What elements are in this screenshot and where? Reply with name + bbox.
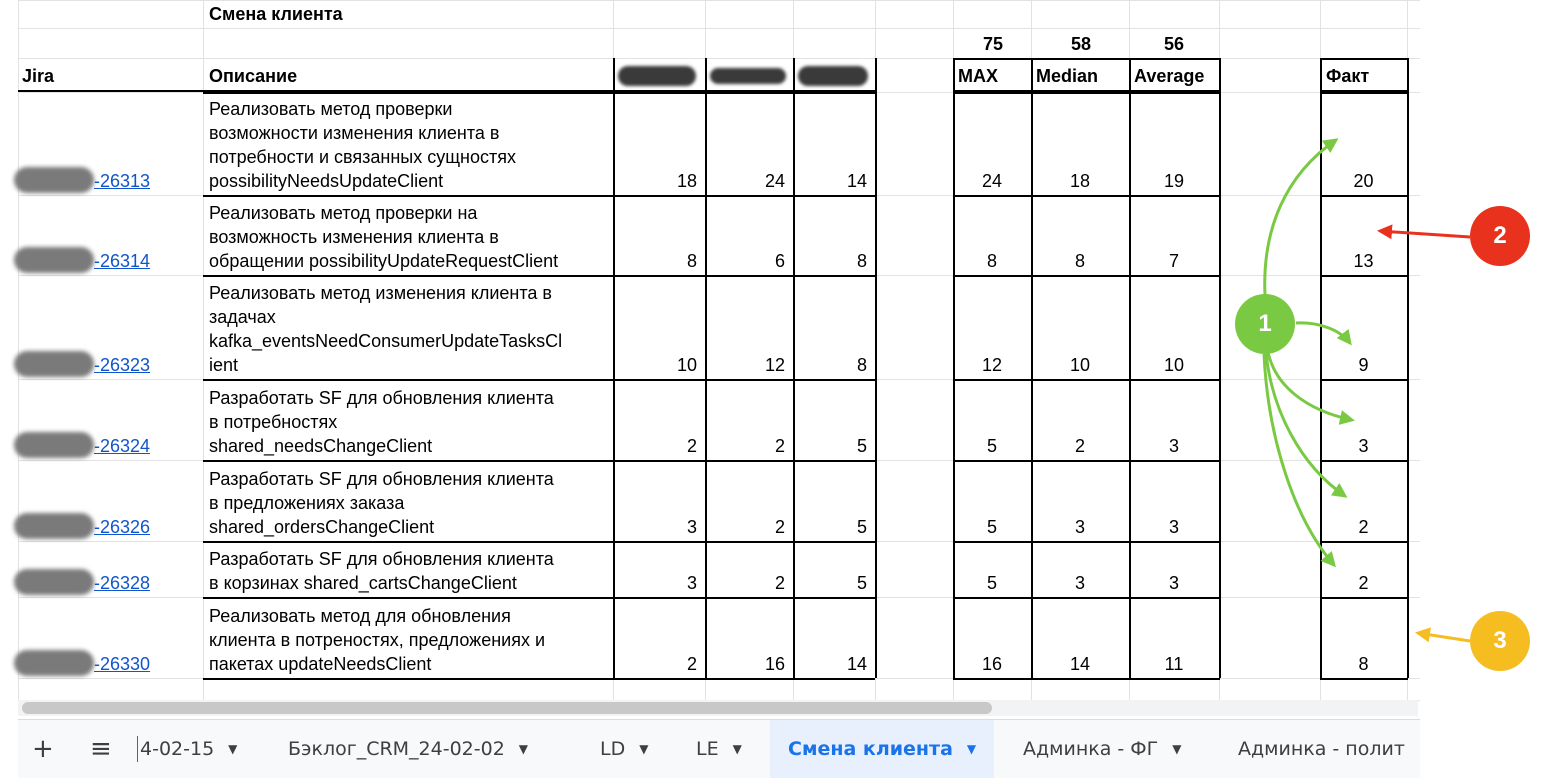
median-value[interactable]: 18 xyxy=(1069,171,1091,191)
description-line: в потребностях xyxy=(209,412,338,432)
description-line: в корзинах shared_cartsChangeClient xyxy=(209,573,517,593)
tab-smena-klienta[interactable]: Смена клиента ▼ xyxy=(770,720,994,778)
tab-le[interactable]: LE ▼ xyxy=(696,738,742,760)
jira-link[interactable]: -26326 xyxy=(94,517,151,537)
description-line: Разработать SF для обновления клиента xyxy=(209,388,554,408)
estimate-2[interactable]: 24 xyxy=(764,171,785,191)
summary-median: 58 xyxy=(1070,34,1092,54)
menu-icon: ≡ xyxy=(90,734,112,764)
chevron-down-icon: ▼ xyxy=(732,742,742,756)
plus-icon: + xyxy=(32,734,54,764)
average-value[interactable]: 3 xyxy=(1168,436,1179,456)
jira-link[interactable]: -26324 xyxy=(94,436,151,456)
median-value[interactable]: 3 xyxy=(1074,517,1085,537)
horizontal-scrollbar-thumb[interactable] xyxy=(22,702,992,714)
description-line: Реализовать метод изменения клиента в xyxy=(209,283,552,303)
description-line: Разработать SF для обновления клиента xyxy=(209,469,554,489)
tab-4-02-15[interactable]: 4-02-15 ▼ xyxy=(140,738,238,760)
median-value[interactable]: 3 xyxy=(1074,573,1085,593)
estimate-3[interactable]: 8 xyxy=(856,355,867,375)
description-line: shared_needsChangeClient xyxy=(209,436,433,456)
estimate-3[interactable]: 5 xyxy=(856,573,867,593)
estimate-1[interactable]: 3 xyxy=(686,573,697,593)
tab-adminka-polit[interactable]: Админка - полит xyxy=(1238,738,1405,760)
description-line: возможность изменения клиента в xyxy=(209,227,499,247)
estimate-3[interactable]: 5 xyxy=(856,436,867,456)
description-line: Реализовать метод для обновления xyxy=(209,606,511,626)
annotation-badge-3: 3 xyxy=(1470,611,1530,671)
estimate-1[interactable]: 3 xyxy=(686,517,697,537)
fact-value[interactable]: 8 xyxy=(1358,654,1369,674)
header-description: Описание xyxy=(209,66,298,86)
estimate-2[interactable]: 2 xyxy=(774,436,785,456)
estimate-2[interactable]: 16 xyxy=(764,654,785,674)
fact-value[interactable]: 2 xyxy=(1358,517,1369,537)
summary-max: 75 xyxy=(982,34,1004,54)
average-value[interactable]: 3 xyxy=(1168,573,1179,593)
header-median: Median xyxy=(1036,66,1099,86)
max-value[interactable]: 5 xyxy=(986,517,997,537)
max-value[interactable]: 5 xyxy=(986,573,997,593)
jira-link[interactable]: -26313 xyxy=(94,171,151,191)
tab-backlog-crm[interactable]: Бэклог_CRM_24-02-02 ▼ xyxy=(288,738,529,760)
summary-average: 56 xyxy=(1163,34,1185,54)
estimate-2[interactable]: 2 xyxy=(774,573,785,593)
description-line: потребности и связанных сущностях xyxy=(209,147,516,167)
description-line: Реализовать метод проверки xyxy=(209,99,453,119)
add-sheet-button[interactable] xyxy=(32,720,54,778)
jira-link[interactable]: -26330 xyxy=(94,654,151,674)
median-value[interactable]: 8 xyxy=(1074,251,1085,271)
description-line: задачах xyxy=(209,307,276,327)
fact-value[interactable]: 9 xyxy=(1358,355,1369,375)
chevron-down-icon: ▼ xyxy=(518,742,529,756)
description-line: ient xyxy=(209,355,239,375)
annotation-badge-2: 2 xyxy=(1470,206,1530,266)
tab-ld[interactable]: LD ▼ xyxy=(600,738,649,760)
estimate-3[interactable]: 14 xyxy=(846,654,867,674)
tab-adminka-fg[interactable]: Админка - ФГ ▼ xyxy=(1023,738,1182,760)
header-max: MAX xyxy=(958,66,998,86)
estimate-2[interactable]: 2 xyxy=(774,517,785,537)
all-sheets-button[interactable] xyxy=(90,720,112,778)
median-value[interactable]: 2 xyxy=(1074,436,1085,456)
average-value[interactable]: 11 xyxy=(1164,654,1184,674)
estimate-1[interactable]: 2 xyxy=(686,654,697,674)
fact-value[interactable]: 13 xyxy=(1353,251,1374,271)
estimate-2[interactable]: 12 xyxy=(764,355,785,375)
estimate-1[interactable]: 8 xyxy=(686,251,697,271)
median-value[interactable]: 14 xyxy=(1069,654,1091,674)
max-value[interactable]: 5 xyxy=(986,436,997,456)
max-value[interactable]: 8 xyxy=(986,251,997,271)
max-value[interactable]: 24 xyxy=(981,171,1003,191)
tab-divider xyxy=(137,736,138,762)
description-line: клиента в потреностях, предложениях и xyxy=(209,630,546,650)
header-fact: Факт xyxy=(1326,66,1370,86)
description-line: possibilityNeedsUpdateClient xyxy=(209,171,444,191)
jira-link[interactable]: -26314 xyxy=(94,251,151,271)
estimate-1[interactable]: 2 xyxy=(686,436,697,456)
description-line: shared_ordersChangeClient xyxy=(209,517,435,537)
description-line: обращении possibilityUpdateRequestClient xyxy=(209,251,559,271)
estimate-1[interactable]: 10 xyxy=(676,355,697,375)
annotation-badge-1: 1 xyxy=(1235,294,1295,354)
estimate-2[interactable]: 6 xyxy=(774,251,785,271)
jira-link[interactable]: -26328 xyxy=(94,573,151,593)
description-line: возможности изменения клиента в xyxy=(209,123,500,143)
header-jira: Jira xyxy=(22,66,55,86)
chevron-down-icon: ▼ xyxy=(228,742,238,756)
fact-value[interactable]: 20 xyxy=(1353,171,1374,191)
description-line: Реализовать метод проверки на xyxy=(209,203,478,223)
chevron-down-icon: ▼ xyxy=(639,742,649,756)
description-line: в предложениях заказа xyxy=(209,493,405,513)
max-value[interactable]: 16 xyxy=(981,654,1003,674)
description-line: kafka_eventsNeedConsumerUpdateTasksCl xyxy=(209,331,563,351)
description-line: Разработать SF для обновления клиента xyxy=(209,549,554,569)
fact-value[interactable]: 3 xyxy=(1358,436,1369,456)
estimate-3[interactable]: 8 xyxy=(856,251,867,271)
jira-link[interactable]: -26323 xyxy=(94,355,151,375)
description-line: пакетах updateNeedsClient xyxy=(209,654,432,674)
estimate-3[interactable]: 5 xyxy=(856,517,867,537)
average-value[interactable]: 7 xyxy=(1168,251,1179,271)
estimate-3[interactable]: 14 xyxy=(846,171,867,191)
fact-value[interactable]: 2 xyxy=(1358,573,1369,593)
median-value[interactable]: 10 xyxy=(1069,355,1091,375)
average-value[interactable]: 3 xyxy=(1168,517,1179,537)
average-value[interactable]: 10 xyxy=(1163,355,1185,375)
average-value[interactable]: 19 xyxy=(1163,171,1185,191)
max-value[interactable]: 12 xyxy=(981,355,1003,375)
sheet-tab-bar xyxy=(18,719,1420,778)
estimate-1[interactable]: 18 xyxy=(676,171,697,191)
sheet-title: Смена клиента xyxy=(209,4,343,24)
chevron-down-icon: ▼ xyxy=(1172,742,1182,756)
header-average: Average xyxy=(1134,66,1205,86)
chevron-down-icon: ▼ xyxy=(966,742,977,756)
